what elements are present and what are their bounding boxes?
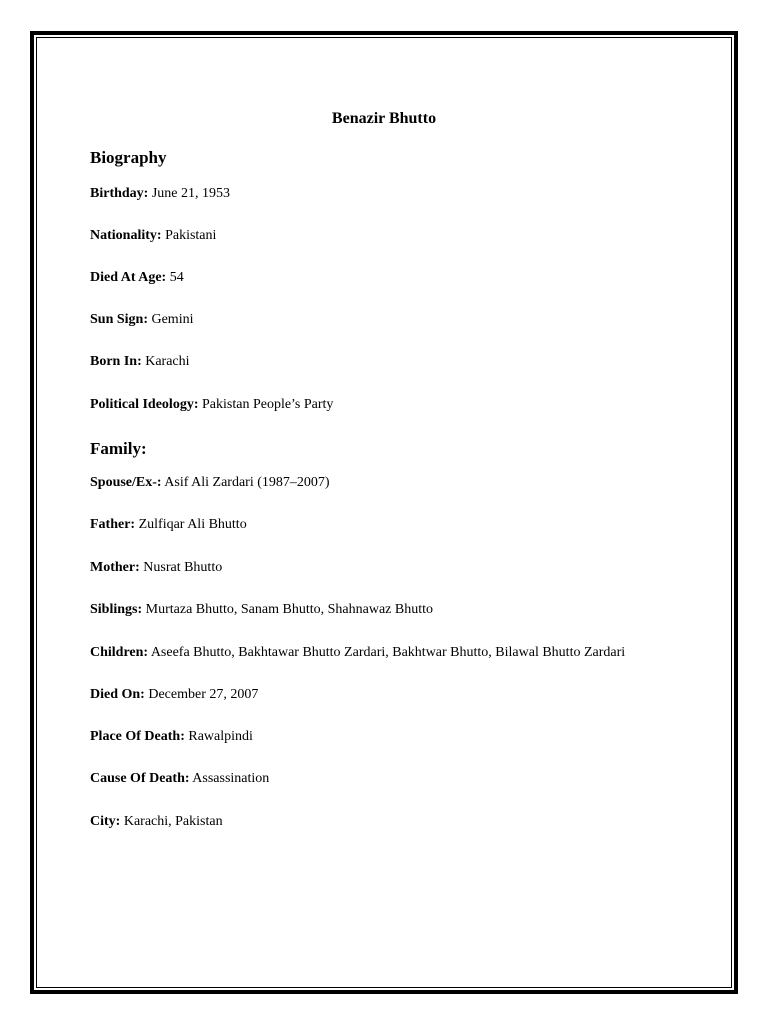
field-value: Gemini bbox=[147, 312, 194, 327]
field-value: 54 bbox=[166, 270, 184, 285]
field-label: Siblings: bbox=[90, 602, 143, 617]
family-heading: Family: bbox=[90, 439, 147, 458]
field-died-at-age bbox=[90, 269, 184, 287]
field-value: Pakistani bbox=[161, 228, 217, 243]
field-value: Zulfiqar Ali Bhutto bbox=[135, 517, 247, 532]
field-value: December 27, 2007 bbox=[144, 687, 259, 702]
field-children bbox=[90, 644, 625, 662]
field-label: Cause Of Death: bbox=[90, 771, 190, 786]
field-value: Asif Ali Zardari (1987–2007) bbox=[161, 475, 330, 490]
field-label: Mother: bbox=[90, 560, 140, 575]
field-spouse bbox=[90, 474, 330, 492]
field-label: Died On: bbox=[90, 687, 145, 702]
field-died-on bbox=[90, 686, 258, 704]
field-label: Spouse/Ex-: bbox=[90, 475, 162, 490]
field-label: Place Of Death: bbox=[90, 729, 185, 744]
field-mother bbox=[90, 559, 222, 577]
document-title: Benazir Bhutto bbox=[331, 110, 437, 127]
field-nationality bbox=[90, 227, 216, 245]
field-siblings bbox=[90, 601, 433, 619]
field-label: Birthday: bbox=[90, 186, 149, 201]
field-value: Pakistan People’s Party bbox=[198, 397, 334, 412]
field-value: Rawalpindi bbox=[184, 729, 253, 744]
field-label: City: bbox=[90, 814, 121, 829]
field-sun-sign bbox=[90, 311, 193, 329]
field-label: Died At Age: bbox=[90, 270, 167, 285]
field-value: Aseefa Bhutto, Bakhtawar Bhutto Zardari, Bakhtwar Bhutto, Bilawal Bhutto Zardari bbox=[148, 645, 626, 660]
field-political-ideology bbox=[90, 396, 333, 414]
field-label: Political Ideology: bbox=[90, 397, 199, 412]
field-value: Karachi bbox=[141, 354, 190, 369]
field-birthday bbox=[90, 185, 230, 203]
field-value: June 21, 1953 bbox=[148, 186, 231, 201]
field-cause-of-death bbox=[90, 770, 269, 788]
field-value: Karachi, Pakistan bbox=[120, 814, 223, 829]
field-label: Sun Sign: bbox=[90, 312, 148, 327]
field-born-in bbox=[90, 353, 190, 371]
field-city bbox=[90, 813, 223, 831]
field-label: Children: bbox=[90, 645, 149, 660]
field-value: Nusrat Bhutto bbox=[139, 560, 223, 575]
field-label: Nationality: bbox=[90, 228, 162, 243]
field-value: Assassination bbox=[189, 771, 270, 786]
field-father bbox=[90, 516, 247, 534]
field-label: Father: bbox=[90, 517, 136, 532]
biography-heading: Biography bbox=[90, 148, 167, 167]
field-value: Murtaza Bhutto, Sanam Bhutto, Shahnawaz Bhutto bbox=[142, 602, 433, 617]
field-place-of-death bbox=[90, 728, 253, 746]
field-label: Born In: bbox=[90, 354, 142, 369]
page-border-inner bbox=[36, 37, 732, 988]
